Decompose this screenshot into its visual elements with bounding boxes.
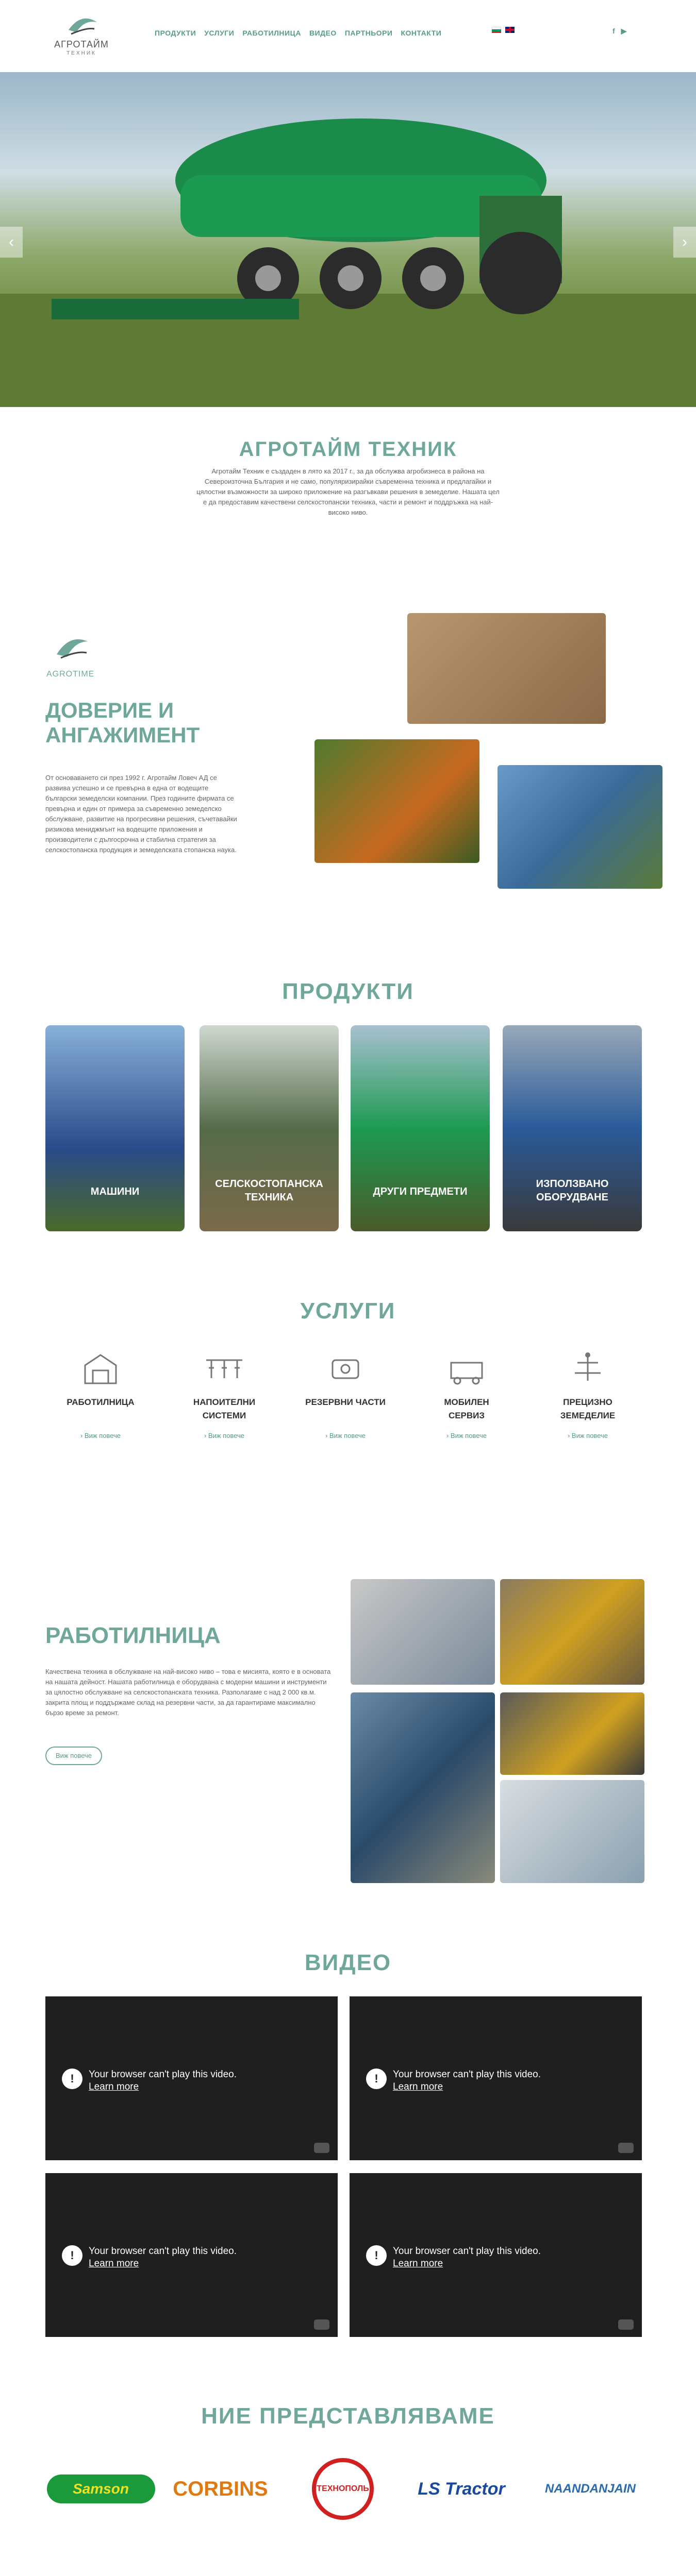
partner-technopol[interactable]: ТЕХНОПОЛЬ [302, 2463, 384, 2515]
services-title: УСЛУГИ [300, 1298, 396, 1324]
video-message: Your browser can't play this video. Learn more [393, 2246, 541, 2269]
video-title: ВИДЕО [304, 1950, 392, 1975]
video-message: Your browser can't play this video. Learn more [89, 2069, 237, 2092]
about-logo-text: AGROTIME [46, 670, 95, 679]
intro-text: Агротайм Техник е създаден в лято ка 2017 г., за да обслужва агробизнеса в района на Североизточна България и не само, популяризирайки съвременна техника и предлагайки и цялостни възможности за широко приложение на разгъвкави решения в земеделие. Нашата цел е да предоставим качествени селскостопански техника, части и ремонт и поддръжка на най-високо ниво. [196, 467, 500, 516]
service-irrigation[interactable] [175, 1350, 273, 1439]
site-header [0, 0, 696, 72]
video-player-3[interactable] [45, 2173, 338, 2337]
service-link-workshop[interactable]: › Виж повече [80, 1432, 121, 1439]
workshop-photo-1 [351, 1579, 495, 1685]
about-title-line1: ДОВЕРИЕ И [45, 698, 174, 722]
partner-corbins[interactable]: CORBINS [173, 2477, 268, 2500]
language-switcher [492, 27, 515, 33]
engine-icon [325, 1350, 366, 1386]
about-photo-field [407, 613, 606, 724]
nav-video[interactable]: ВИДЕО [309, 29, 337, 37]
hero-image [0, 72, 696, 407]
service-link-mobile[interactable]: › Виж повече [446, 1432, 487, 1439]
partners-title: НИЕ ПРЕДСТАВЛЯВАМЕ [201, 2403, 495, 2429]
video-message: Your browser can't play this video. Learn more [89, 2246, 237, 2269]
workshop-photo-3 [351, 1692, 495, 1883]
service-label-irrigation: НАПОИТЕЛНИ СИСТЕМИ [193, 1397, 256, 1420]
social-links [612, 27, 626, 36]
product-card-used[interactable] [503, 1025, 642, 1231]
hero-next-button[interactable]: › [673, 227, 696, 258]
service-workshop[interactable] [52, 1350, 150, 1439]
service-label-spare-parts: РЕЗЕРВНИ ЧАСТИ [305, 1397, 386, 1407]
nav-products[interactable]: ПРОДУКТИ [155, 29, 196, 37]
hero-prev-button[interactable]: ‹ [0, 227, 23, 258]
video-player-1[interactable] [45, 1996, 338, 2160]
service-link-precision[interactable]: › Виж повече [567, 1432, 608, 1439]
about-title-line2: АНГАЖИМЕНТ [45, 723, 200, 747]
video-message: Your browser can't play this video. Learn more [393, 2069, 541, 2092]
service-label-workshop: РАБОТИЛНИЦА [67, 1397, 135, 1407]
alert-icon: ! [62, 2245, 82, 2266]
service-spare-parts[interactable] [296, 1350, 394, 1439]
workshop-photo-4 [500, 1692, 644, 1775]
product-card-agri-equipment[interactable] [200, 1025, 339, 1231]
youtube-logo-icon [618, 2143, 634, 2153]
youtube-logo-icon [314, 2319, 329, 2330]
partner-naandanjain[interactable]: NAANDANJAIN [544, 2482, 636, 2496]
brand-subname: ТЕХНИК [67, 50, 96, 56]
service-van-icon [446, 1350, 487, 1386]
product-label-used: ИЗПОЛЗВАНО ОБОРУДВАНЕ [536, 1178, 609, 1203]
about-photo-tractor [498, 765, 662, 889]
workshop-icon [80, 1350, 121, 1386]
workshop-more-button[interactable]: Виж повече [45, 1747, 102, 1765]
service-precision[interactable] [539, 1350, 637, 1439]
workshop-title: РАБОТИЛНИЦА [45, 1623, 221, 1648]
youtube-logo-icon [618, 2319, 634, 2330]
product-label-machines: МАШИНИ [90, 1186, 140, 1197]
alert-icon: ! [62, 2069, 82, 2089]
hero-slider [0, 72, 696, 407]
about-title [45, 698, 200, 748]
service-link-irrigation[interactable]: › Виж повече [204, 1432, 244, 1439]
nav-workshop[interactable]: РАБОТИЛНИЦА [242, 29, 301, 37]
workshop-photo-5 [500, 1780, 644, 1883]
service-link-spare-parts[interactable]: › Виж повече [325, 1432, 366, 1439]
service-mobile[interactable] [418, 1350, 516, 1439]
nav-services[interactable]: УСЛУГИ [204, 29, 235, 37]
nav-partners[interactable]: ПАРТНЬОРИ [344, 29, 393, 37]
video-player-2[interactable] [350, 1996, 642, 2160]
uk-flag-icon[interactable] [505, 27, 515, 33]
facebook-icon[interactable]: f [612, 27, 615, 35]
alert-icon: ! [366, 2245, 387, 2266]
product-card-other[interactable] [351, 1025, 490, 1231]
brand-name: АГРОТАЙМ [54, 39, 109, 49]
about-logo [46, 631, 103, 683]
about-photo-mower [314, 739, 479, 863]
youtube-icon[interactable]: ▶ [621, 27, 627, 35]
brand-logo[interactable] [45, 9, 118, 61]
precision-icon [567, 1350, 608, 1386]
youtube-logo-icon [314, 2143, 329, 2153]
main-nav [155, 29, 441, 37]
about-text: От основаването си през 1992 г. Агротайм Ловеч АД се развива успешно и се превърна в една от водещите български земеделски компании. През годините фирмата се превърна и един от примера за съвременно земеделско обслужване, развитие на прогресивни решения, съчетавайки ризикова мениджмънт на водещите приложения и производители с дългосрочна и стабилна стратегия за селскостопанска продукция и земеделската стопанска наука. [45, 774, 237, 854]
service-label-mobile: МОБИЛЕН СЕРВИЗ [444, 1397, 489, 1420]
partner-samson[interactable]: Samson [45, 2463, 156, 2515]
product-card-machines[interactable] [45, 1025, 185, 1231]
product-label-agri-equipment: СЕЛСКОСТОПАНСКА ТЕХНИКА [215, 1178, 323, 1203]
intro-title: АГРОТАЙМ ТЕХНИК [239, 438, 457, 461]
video-player-4[interactable] [350, 2173, 642, 2337]
product-label-other: ДРУГИ ПРЕДМЕТИ [373, 1186, 468, 1197]
workshop-text: Качествена техника в обслужване на най-високо ниво – това е мисията, която е в основата на нашата дейност. Нашата работилница е оборудвана с модерни машини и инструменти за цялостно обслужване на селскостопанската техника. Разполагаме с над 2 000 кв.м. закрита площ и поддържаме склад на резервни части, за да гарантираме максимално бързо време за ремонт. [45, 1668, 331, 1717]
service-label-precision: ПРЕЦИЗНО ЗЕМЕДЕЛИЕ [560, 1397, 616, 1420]
nav-contacts[interactable]: КОНТАКТИ [401, 29, 442, 37]
alert-icon: ! [366, 2069, 387, 2089]
workshop-photo-2 [500, 1579, 644, 1685]
products-title: ПРОДУКТИ [282, 979, 414, 1004]
bg-flag-icon[interactable] [492, 27, 501, 33]
partner-ls-tractor[interactable]: LS Tractor [418, 2479, 505, 2499]
irrigation-icon [204, 1350, 245, 1386]
